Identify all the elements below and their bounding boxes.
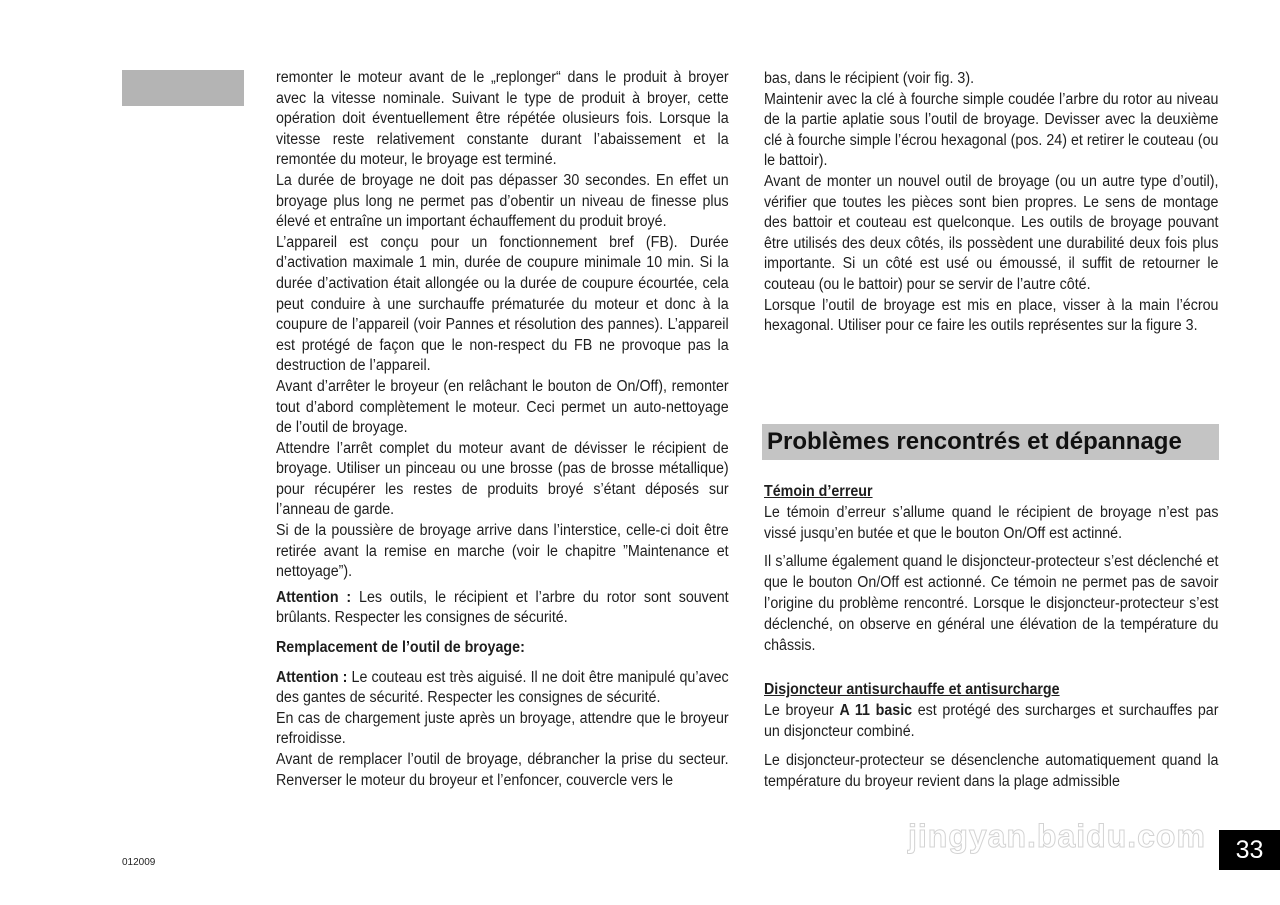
attention-label: Attention : xyxy=(276,668,348,686)
page-number: 33 xyxy=(1219,830,1280,870)
paragraph: Il s’allume également quand le disjoncteur-protecteur s’est déclenché et que le bouton On/Off est actionné. Ce témoin ne permet pas de savoir l’origine du problème rencontré. Lorsque le disjoncteur-protecteur s’est déclenché, on observe en général une élévation de la température du châssis. xyxy=(764,553,1219,654)
left-text-column xyxy=(276,68,729,791)
document-code: 012009 xyxy=(122,857,156,868)
attention-note xyxy=(276,668,729,709)
subheading-error-indicator: Témoin d’erreur xyxy=(764,483,873,500)
subheading-replacement: Remplacement de l’outil de broyage: xyxy=(276,639,525,657)
paragraph: En cas de chargement juste après un broyage, attendre que le broyeur refroidisse. xyxy=(276,709,729,748)
paragraph: Si de la poussière de broyage arrive dans l’interstice, celle-ci doit être retirée avant la remise en marche (voir le chapitre ”Maintenance et nettoyage”). xyxy=(276,522,729,581)
right-text-column xyxy=(764,69,1218,337)
attention-label: Attention : xyxy=(276,588,352,606)
paragraph: Le broyeur A 11 basic est protégé des surcharges et surchauffes par un disjoncteur combiné. xyxy=(764,702,1219,740)
section-title: Problèmes rencontrés et dépannage xyxy=(767,428,1182,455)
paragraph: Lorsque l’outil de broyage est mis en place, visser à la main l’écrou hexagonal. Utiliser pour ce faire les outils représentes sur la figure 3. xyxy=(764,296,1219,335)
attention-text: Le couteau est très aiguisé. Il ne doit être manipulé qu’avec des gantes de sécurité. Respecter les consignes de sécurité. xyxy=(276,668,729,707)
attention-text: Les outils, le récipient et l’arbre du rotor sont souvent brûlants. Respecter les consignes de sécurité. xyxy=(276,588,729,627)
subheading-breaker: Disjoncteur antisurchauffe et antisurcharge xyxy=(764,681,1060,699)
paragraph: Avant de remplacer l’outil de broyage, débrancher la prise du secteur. Renverser le moteur du broyeur et l’enfoncer, couvercle vers le xyxy=(276,751,729,789)
paragraph: Avant d’arrêter le broyeur (en relâchant le bouton de On/Off), remonter tout d’abord complètement le moteur. Ceci permet un auto-nettoyage de l’outil de broyage. xyxy=(276,377,729,437)
paragraph: Attendre l’arrêt complet du moteur avant de dévisser le récipient de broyage. Utiliser un pinceau ou une brosse (pas de brosse métallique) pour récupérer les restes de produits broyé s’étant déposés sur l’anneau de garde. xyxy=(276,439,729,519)
paragraph: Le témoin d’erreur s’allume quand le récipient de broyage n’est pas vissé jusqu’en butée et que le bouton On/Off est actinné. xyxy=(764,503,1219,542)
troubleshooting-block xyxy=(764,482,1218,792)
paragraph: L’appareil est conçu pour un fonctionnement bref (FB). Durée d’activation maximale 1 min, durée de coupure minimale 10 min. Si la durée d’activation était allongée ou la durée de coupure écourtée, cela peut conduire à une surchauffe prématurée du moteur et donc à la coupure de l’appareil (voir Pannes et résolution des pannes). L’appareil est protégé de façon que le non-respect du FB ne provoque pas la destruction de l’appareil. xyxy=(276,233,729,375)
watermark: jingyan.baidu.com xyxy=(908,818,1206,854)
paragraph: remonter le moteur avant de le „replonger“ dans le produit à broyer avec la vitesse nominale. Suivant le type de produit à broyer, cette opération doit éventuellement être répétée olusieurs fois. Lorsque la vitesse reste relativement constante durant l’abaissement et la remontée du moteur, le broyage est terminé. xyxy=(276,69,729,169)
paragraph: Maintenir avec la clé à fourche simple coudée l’arbre du rotor au niveau de la partie aplatie sous l’outil de broyage. Devisser avec la deuxième clé à fourche simple l’écrou hexagonal (pos. 24) et retirer le couteau (ou le battoir). xyxy=(764,90,1219,170)
paragraph: Le disjoncteur-protecteur se désenclenche automatiquement quand la température du broyeur revient dans la plage admissible xyxy=(764,751,1219,790)
model-name: A 11 basic xyxy=(839,702,913,720)
attention-note xyxy=(276,588,729,629)
paragraph: bas, dans le récipient (voir fig. 3). xyxy=(764,70,975,87)
paragraph: Avant de monter un nouvel outil de broyage (ou un autre type d’outil), vérifier que toutes les pièces sont bien propres. Le sens de montage des battoir et couteau est quelconque. Les outils de broyage pouvant être utilisés des deux côtés, ils possèdent une durabilité deux fois plus importante. Si un côté est usé ou émoussé, il suffit de retourner le couteau (ou le battoir) pour se servir de l’autre côté. xyxy=(764,172,1219,293)
header-gray-tab xyxy=(122,70,244,106)
paragraph: La durée de broyage ne doit pas dépasser 30 secondes. En effet un broyage plus long ne permet pas d’obentir un niveau de finesse plus élevé et entraîne un important échauffement du produit broyé. xyxy=(276,171,729,231)
